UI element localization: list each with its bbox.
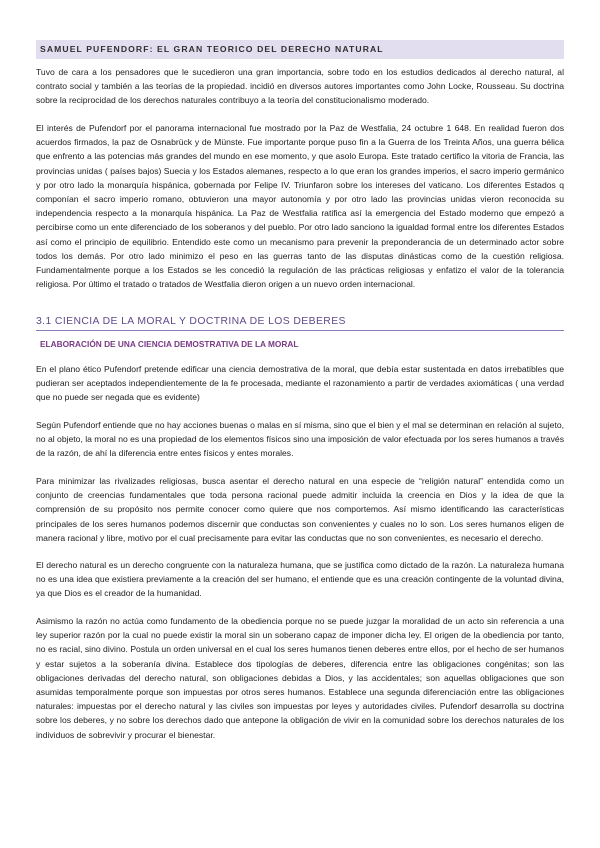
section-paragraph-4 — [36, 558, 564, 601]
section-paragraph-3 — [36, 474, 564, 545]
subsection-heading — [40, 339, 298, 349]
paragraph-text: Asimismo la razón no actúa como fundamento de la obediencia porque no se puede juzgar la moralidad de un acto sin referencia a una ley superior razón por la cual no puede existir la moral sin un soberano capaz de imponer dicha ley. El origen de la obediencia por tanto, no es racial, sino divino. Postula un orden universal en el cual los seres humanos tienen deberes entre ellos, por el hecho de ser humanos y estar sujetos a la soberanía divina. Establece dos tipologías de deberes, diferencia entre las obligaciones congénitas; son las obligaciones derivadas del derecho natural, son obligaciones debidas a Dios, y las accidentales; son aquellas obligaciones que son asumidas temporalmente porque son impuestas por otros seres humanos. Establece una segunda diferenciación entre las obligaciones naturales: impuestas por el derecho natural y las civiles son impuestas por leyes y autoridades civiles. Pufendorf desarrolla su doctrina sobre los deberes, y no sobre los derechos dado que antepone la obligación de vivir en la comunidad sobre los derechos naturales de los individuos de sobrevivir y procurar el bienestar. — [36, 616, 564, 740]
paragraph-text: En el plano ético Pufendorf pretende edificar una ciencia demostrativa de la moral, que debía estar sustentada en datos irrebatibles que pudieran ser aceptados independientemente de la fe procesada, mediante el razonamiento a partir de verdades axiomáticas ( una verdad que no puede ser negada que es evidente) — [36, 364, 564, 403]
paragraph-text: Tuvo de cara a los pensadores que le sucedieron una gran importancia, sobre todo en los estudios dedicados al derecho natural, al contrato social y también a las teorías de la propiedad. incidió en diversos autores importantes como John Locke, Rousseau. Su doctrina sobre la reciprocidad de los derechos naturales contribuyo a la teoría del constitucionalismo moderado. — [36, 67, 564, 106]
document-header — [36, 40, 564, 59]
section-heading-text: 3.1 CIENCIA DE LA MORAL Y DOCTRINA DE LOS DEBERES — [36, 316, 346, 327]
intro-paragraph-2 — [36, 121, 564, 291]
paragraph-text: El derecho natural es un derecho congruente con la naturaleza humana, que se justifica como dictado de la razón. La naturaleza humana no es una idea que existiera previamente a la creación del ser humano, el entiende que es una creación contingente de la voluntad divina, ya que Dios es el creador de la humanidad. — [36, 560, 564, 599]
subsection-heading-text: ELABORACIÓN DE UNA CIENCIA DEMOSTRATIVA DE LA MORAL — [40, 339, 299, 349]
paragraph-text: Según Pufendorf entiende que no hay acciones buenas o malas en sí misma, sino que el bien y el mal se determinan en relación al sujeto, no al objeto, la moral no es una propiedad de los elementos físicos sino una imposición de valor efectuada por los seres humanos a través de la razón, de ahí la diferencia entre entes físicos y entes morales. — [36, 420, 564, 459]
section-paragraph-2 — [36, 418, 564, 461]
document-title: SAMUEL PUFENDORF: EL GRAN TEORICO DEL DERECHO NATURAL — [40, 44, 384, 54]
section-paragraph-1 — [36, 362, 564, 405]
paragraph-text: Para minimizar las rivalizades religiosas, busca asentar el derecho natural en una especie de “religión natural” entendida como un conjunto de creencias fundamentales que toda persona racional puede admitir incluida la creencia en Dios y la idea de que la comprensión de su propósito nos permite conocer como quiere que nos comportemos. Así mismo identificando las características principales de los seres humanos podemos discernir que conductas son convenientes y cuales no lo son. Los seres humanos eligen de manera racional y libre, motivo por el cual precisamente para evitar las conductas que no son convenientes, es necesario el derecho. — [36, 476, 564, 543]
intro-paragraph-1 — [36, 65, 564, 108]
section-paragraph-5 — [36, 614, 564, 742]
paragraph-text: El interés de Pufendorf por el panorama internacional fue mostrado por la Paz de Westfalia, 24 octubre 1 648. En realidad fueron dos acuerdos firmados, la paz de Osnabrück y de Münste. Fue importante porque puso fin a la Guerra de los Treinta Años, una guerra bélica que enfrento a las potencias más grandes del mundo en ese momento, y que asolo Europa. Este tratado certifico la vitoria de Francia, las provincias unidas ( países bajos) Suecia y los Estados alemanes, respecto a lo que eran los grandes imperios, el sacro imperio germánico y por otro lado la monarquía hispánica, gobernada por Felipe IV. Triunfaron sobre los intereses del vaticano. Los diferentes Estados q componían el sacro imperio romano, obtuvieron una mayor autonomía y por otro lado las provincias unidas vieron reconocida su independencia respecto a la monarquía hispánica. La Paz de Westfalia ratifica así la emergencia del Estado moderno que empezó a percibirse como un ente diferenciado de los soberanos y del pueblo. Por otro lado sanciono la igualdad formal entre los diferentes Estados así como el principio de equilibrio. Entendido este como un mecanismo para prevenir la preponderancia de un determinado actor sobre todos los demás. Por otro lado minimizo el peso en las guerras tanto de las disputas dinásticas como de la cuestión religiosa. Fundamentalmente porque a los Estados se les concedió la regulación de las prácticas religiosas y enfatizo el valor de la tolerancia religiosa. Por último el tratado o tratados de Westfalia dieron origen a un nuevo orden internacional. — [36, 123, 564, 290]
section-heading — [36, 316, 564, 331]
